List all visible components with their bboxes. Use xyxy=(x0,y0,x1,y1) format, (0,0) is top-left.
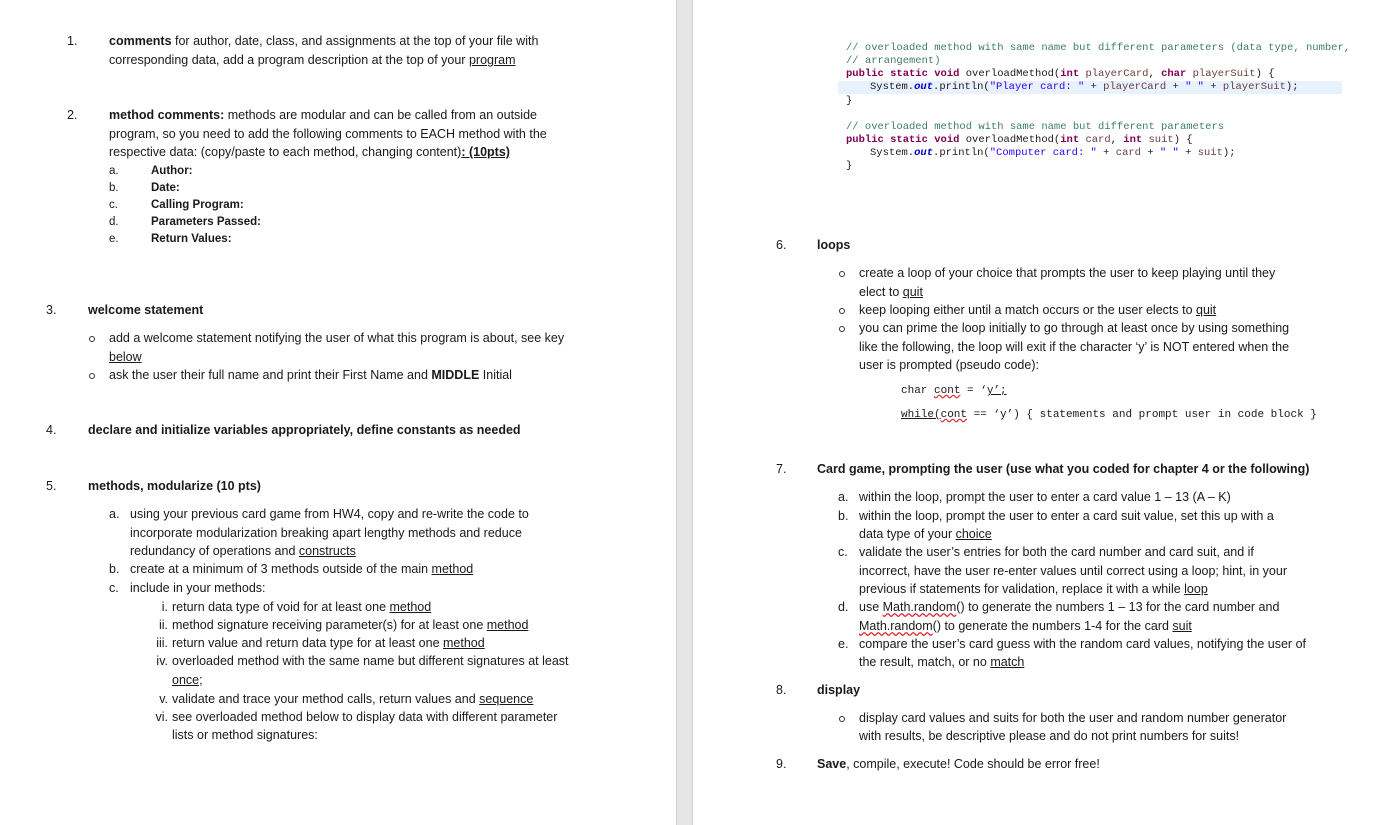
item-3-bullet-1-link: below xyxy=(109,350,142,364)
item-number: 8. xyxy=(776,683,787,697)
item-3-bullet-2 xyxy=(109,366,512,384)
item-5c-vi-2: lists or method signatures: xyxy=(172,728,318,742)
item-6-b3-l1: you can prime the loop initially to go through at least once by using something xyxy=(859,321,1290,335)
i7e-text: the result, match, or no xyxy=(859,655,991,669)
i7d-b2: () to generate the numbers 1-4 for the card xyxy=(932,619,1173,633)
code-var: card xyxy=(1115,147,1141,159)
code-string: "Player card: " xyxy=(989,81,1085,93)
sub-letter: c. xyxy=(109,199,118,211)
code-op: + xyxy=(1166,81,1186,93)
i7d-link: suit xyxy=(1172,619,1192,633)
item-5-title: methods, modularize (10 pts) xyxy=(88,479,261,493)
item-5a-line-1: using your previous card game from HW4, copy and re-write the code to xyxy=(130,507,529,521)
bullet-icon xyxy=(839,271,845,277)
item-5c-i xyxy=(172,598,431,616)
list-marker: a. xyxy=(838,490,849,504)
item-7c-l2: incorrect, have the user re-enter values until correct using a loop; hint, in your xyxy=(859,564,1287,578)
r3-link: method xyxy=(443,636,485,650)
list-marker: b. xyxy=(838,509,849,523)
r2-link: method xyxy=(486,618,529,632)
r1-text: return data type of void for at least one xyxy=(172,600,390,614)
bullet-icon xyxy=(839,326,845,332)
code-string: " " xyxy=(1185,81,1204,93)
sub-item: Calling Program: xyxy=(151,199,244,211)
item-2-text: methods are modular and can be called from an outside xyxy=(224,108,537,122)
code-part: System. xyxy=(870,81,915,93)
r5-link: sequence xyxy=(479,692,534,706)
item-number: 1. xyxy=(67,34,78,48)
sub-letter: a. xyxy=(109,165,119,177)
item-1-text: for author, date, class, and assignments at the top of your file with xyxy=(171,34,539,48)
item-9-text: , compile, execute! Code should be error free! xyxy=(846,757,1100,771)
item-2-text-3: respective data: (copy/paste to each method, changing content) xyxy=(109,145,462,159)
list-marker: d. xyxy=(838,600,849,614)
code-field: out xyxy=(914,81,934,93)
sub-letter: b. xyxy=(109,182,119,194)
sub-item: Return Values: xyxy=(151,233,232,245)
i7d-s: Math.random xyxy=(882,600,957,614)
pseudo-code-1 xyxy=(901,385,1007,398)
bullet-icon xyxy=(89,373,95,379)
sub-letter: d. xyxy=(109,216,119,228)
left-page xyxy=(0,0,676,825)
code-comment: // arrangement) xyxy=(846,55,941,67)
i6-b1-link: quit xyxy=(902,285,923,299)
code-body-2 xyxy=(870,147,1236,160)
item-5c: include in your methods: xyxy=(130,581,266,595)
item-number: 4. xyxy=(46,423,57,437)
item-number: 7. xyxy=(776,462,787,476)
code-comment: // overloaded method with same name but different parameters (data type, number, xyxy=(846,42,1351,54)
roman-marker: i. xyxy=(161,600,168,614)
code-type: int xyxy=(1060,134,1080,146)
code-type: int xyxy=(1060,68,1080,80)
r1-link: method xyxy=(389,600,432,614)
item-6-title: loops xyxy=(817,238,851,252)
item-7e-l2 xyxy=(859,653,1024,671)
item-5c-iv: overloaded method with the same name but different signatures at least xyxy=(172,654,569,668)
item-5a-link: constructs xyxy=(298,544,356,558)
item-1-text-2: corresponding data, add a program description at the top of your xyxy=(109,53,469,67)
i7e-link: match xyxy=(990,655,1025,669)
item-6-b3-l3: user is prompted (pseudo code): xyxy=(859,358,1039,372)
item-1-link: program xyxy=(468,53,516,67)
code-part: .println( xyxy=(933,81,990,93)
bullet-icon xyxy=(839,716,845,722)
item-8-b1-l2: with results, be descriptive please and do not print numbers for suits! xyxy=(859,729,1240,743)
r5-text: validate and trace your method calls, return values and xyxy=(172,692,480,706)
code-method-name: overloadMethod( xyxy=(959,68,1061,80)
item-number: 9. xyxy=(776,757,787,771)
i6-b2-link: quit xyxy=(1196,303,1217,317)
code-param: suit xyxy=(1142,134,1174,146)
code-op: + xyxy=(1096,147,1116,159)
code-var: suit xyxy=(1197,147,1223,159)
right-page xyxy=(693,0,1397,825)
item-5b-link: method xyxy=(431,562,474,576)
item-6-b1-l1: create a loop of your choice that prompts the user to keep playing until they xyxy=(859,266,1276,280)
item-3-b2-bold: MIDDLE xyxy=(431,368,480,382)
code-param: card xyxy=(1079,134,1111,146)
code-part: System. xyxy=(870,147,915,159)
code-end: ) { xyxy=(1173,134,1193,146)
code-field: out xyxy=(914,147,934,159)
item-5a-line-2: incorporate modularization breaking apart lengthy methods and reduce xyxy=(130,526,522,540)
code-part: ); xyxy=(1285,81,1299,93)
sub-item: Parameters Passed: xyxy=(151,216,261,228)
pc-b: cont xyxy=(934,385,961,397)
item-5a-line-3 xyxy=(130,542,356,560)
code-close-brace: } xyxy=(846,95,853,107)
code-body-1 xyxy=(870,81,1299,94)
pc-g: == ‘y’) xyxy=(967,409,1020,421)
item-2-points: : (10pts) xyxy=(461,145,510,159)
pseudo-code-2 xyxy=(901,409,1317,422)
item-9-bold: Save xyxy=(817,757,847,771)
code-string: "Computer card: " xyxy=(989,147,1097,159)
code-signature-2 xyxy=(846,134,1193,147)
item-number: 5. xyxy=(46,479,57,493)
i7c-text: previous if statements for validation, replace it with a while xyxy=(859,582,1185,596)
item-2-line-3 xyxy=(109,143,510,161)
item-3-b2-a: ask the user their full name and print their First Name and xyxy=(109,368,432,382)
item-number: 3. xyxy=(46,303,57,317)
item-4-title: declare and initialize variables appropriately, define constants as needed xyxy=(88,423,521,437)
item-7c-l1: validate the user’s entries for both the card number and card suit, and if xyxy=(859,545,1254,559)
code-var: playerCard xyxy=(1103,81,1167,93)
page-gap xyxy=(676,0,693,825)
list-marker: c. xyxy=(109,581,119,595)
code-close-brace: } xyxy=(846,160,853,172)
item-3-b2-c: Initial xyxy=(479,368,512,382)
item-7-title: Card game, prompting the user (use what you coded for chapter 4 or the following) xyxy=(817,462,1310,476)
item-9 xyxy=(817,755,1100,773)
sub-letter: e. xyxy=(109,233,119,245)
code-type: char xyxy=(1161,68,1187,80)
item-5c-ii xyxy=(172,616,528,634)
pc-d: y’; xyxy=(986,385,1007,397)
item-6-b2 xyxy=(859,301,1216,319)
code-sep: , xyxy=(1148,68,1162,80)
r2-text: method signature receiving parameter(s) for at least one xyxy=(172,618,487,632)
item-5c-iii xyxy=(172,634,485,652)
i7b-text: data type of your xyxy=(859,527,956,541)
bullet-icon xyxy=(89,336,95,342)
item-1-line-1 xyxy=(109,32,538,50)
list-marker: e. xyxy=(838,637,849,651)
code-string: " " xyxy=(1159,147,1179,159)
code-param: playerCard xyxy=(1079,68,1149,80)
pc-f: cont xyxy=(940,409,968,421)
item-6-b1-l2 xyxy=(859,283,923,301)
item-5b-text: create at a minimum of 3 methods outside of the main xyxy=(130,562,432,576)
item-2-bold: method comments: xyxy=(109,108,225,122)
code-keyword: public static void xyxy=(846,68,960,80)
list-marker: b. xyxy=(109,562,120,576)
item-8-b1-l1: display card values and suits for both the user and random number generator xyxy=(859,711,1287,725)
code-method-name: overloadMethod( xyxy=(959,134,1061,146)
code-comment: // overloaded method with same name but different parameters xyxy=(846,121,1225,133)
i7d-s2: Math.random xyxy=(859,619,933,633)
item-3-bullet-1: add a welcome statement notifying the user of what this program is about, see key xyxy=(109,331,565,345)
i7c-link: loop xyxy=(1184,582,1208,596)
sub-item: Date: xyxy=(151,182,180,194)
i7b-link: choice xyxy=(955,527,992,541)
pc-e: while( xyxy=(901,409,941,421)
item-7b-l1: within the loop, prompt the user to enter a card suit value, set this up with a xyxy=(859,509,1274,523)
item-5b xyxy=(130,560,473,578)
item-5c-vi: see overloaded method below to display data with different parameter xyxy=(172,710,558,724)
code-keyword: public static void xyxy=(846,134,960,146)
item-2-line-1 xyxy=(109,106,537,124)
item-5c-v xyxy=(172,690,533,708)
item-number: 6. xyxy=(776,238,787,252)
item-1-line-2 xyxy=(109,51,516,69)
roman-marker: iv. xyxy=(156,654,168,668)
code-param: playerSuit xyxy=(1186,68,1256,80)
item-3-title: welcome statement xyxy=(88,303,204,317)
item-5a-text: redundancy of operations and xyxy=(130,544,299,558)
list-marker: c. xyxy=(838,545,848,559)
sub-item: Author: xyxy=(151,165,193,177)
item-7d-l2 xyxy=(859,617,1192,635)
item-8-title: display xyxy=(817,683,861,697)
i6-b1-text: elect to xyxy=(859,285,903,299)
roman-marker: vi. xyxy=(155,710,168,724)
item-6-b3-l2: like the following, the loop will exit if the character ‘y’ is NOT entered when the xyxy=(859,340,1290,354)
item-7b-l2 xyxy=(859,525,992,543)
item-number: 2. xyxy=(67,108,78,122)
code-type: int xyxy=(1123,134,1143,146)
code-part: ); xyxy=(1222,147,1236,159)
item-7e-l1: compare the user’s card guess with the random card values, notifying the user of xyxy=(859,637,1306,651)
pc-c: = ‘ xyxy=(960,385,987,397)
pc-h: { statements and prompt user in code block } xyxy=(1019,409,1317,421)
bullet-icon xyxy=(839,308,845,314)
item-2-line-2: program, so you need to add the following comments to EACH method with the xyxy=(109,127,547,141)
r3-text: return value and return data type for at least one xyxy=(172,636,444,650)
roman-marker: ii. xyxy=(158,618,168,632)
item-7a: within the loop, prompt the user to enter a card value 1 – 13 (A – K) xyxy=(859,490,1231,504)
item-5c-iv-link: once; xyxy=(172,673,203,687)
code-end: ) { xyxy=(1255,68,1275,80)
roman-marker: v. xyxy=(159,692,168,706)
item-1-bold: comments xyxy=(109,34,172,48)
list-marker: a. xyxy=(109,507,120,521)
code-op: + xyxy=(1178,147,1198,159)
code-op: + xyxy=(1140,147,1160,159)
i7d-b: () to generate the numbers 1 – 13 for the card number and xyxy=(956,600,1280,614)
code-op: + xyxy=(1203,81,1223,93)
i7d-a: use xyxy=(859,600,883,614)
item-7d-l1 xyxy=(859,598,1279,616)
code-op: + xyxy=(1084,81,1104,93)
code-signature-1 xyxy=(846,68,1275,81)
i6-b2-text: keep looping either until a match occurs or the user elects to xyxy=(859,303,1196,317)
code-part: .println( xyxy=(933,147,990,159)
item-7c-l3 xyxy=(859,580,1208,598)
code-var: playerSuit xyxy=(1222,81,1286,93)
pc-a: char xyxy=(901,385,935,397)
roman-marker: iii. xyxy=(156,636,168,650)
code-sep: , xyxy=(1110,134,1124,146)
